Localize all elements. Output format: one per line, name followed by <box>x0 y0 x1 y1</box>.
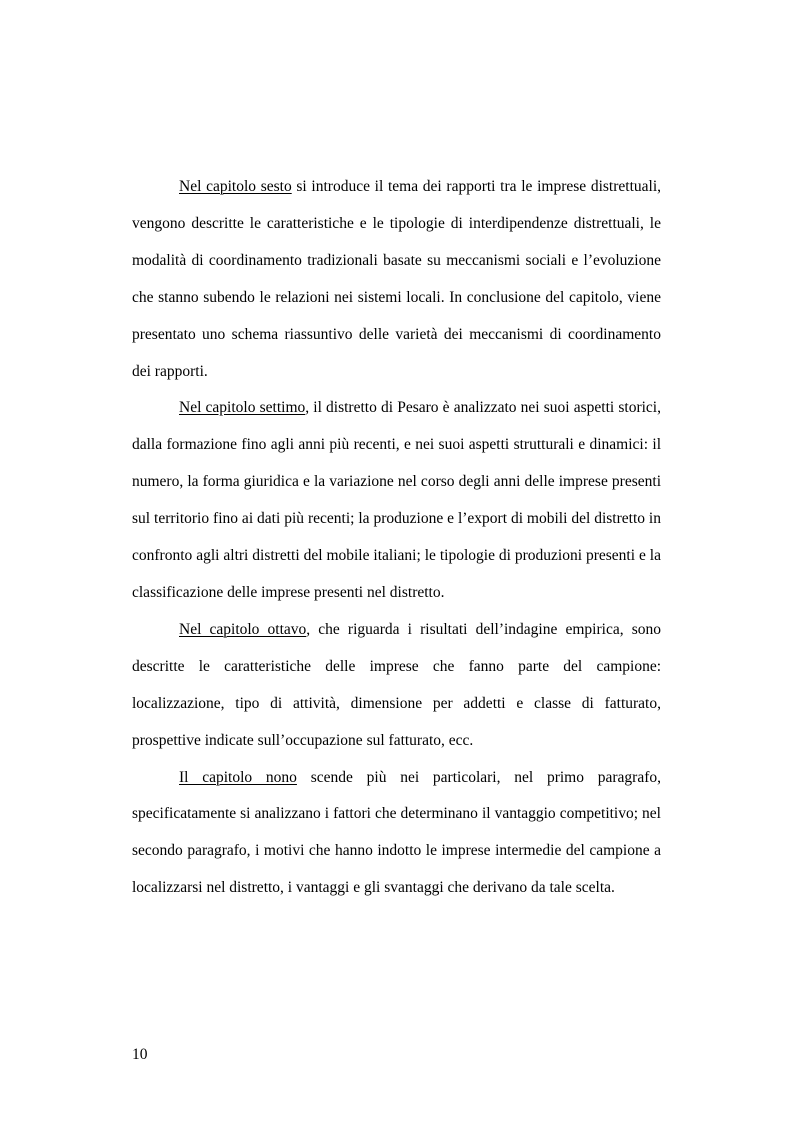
paragraph-text: si introduce il tema dei rapporti tra le imprese distrettuali, vengono descritte le caratteristiche e le tipologie di interdipendenze distrettuali, le modalità di coordinamento tradizionali basate su meccanismi sociali e l’evoluzione che stanno subendo le relazioni nei sistemi locali. In conclusione del capitolo, viene presentato uno schema riassuntivo delle varietà dei meccanismi di coordinamento dei rapporti. <box>132 178 662 380</box>
paragraph-text: , che riguarda i risultati dell’indagine empirica, sono descritte le caratteristiche delle imprese che fanno parte del campione: localizzazione, tipo di attività, dimensione per addetti e classe di fatturato, prospettive indicate sull’occupazione sul fatturato, ecc. <box>132 620 661 749</box>
document-body <box>132 169 661 907</box>
chapter-six-heading: Nel capitolo sesto <box>179 178 292 195</box>
paragraph-chapter-six <box>132 169 661 390</box>
paragraph-text: , il distretto di Pesaro è analizzato nei suoi aspetti storici, dalla formazione fino agli anni più recenti, e nei suoi aspetti strutturali e dinamici: il numero, la forma giuridica e la variazione nel corso degli anni delle imprese presenti sul territorio fino ai dati più recenti; la produzione e l’export di mobili del distretto in confronto agli altri distretti del mobile italiani; le tipologie di produzioni presenti e la classificazione delle imprese presenti nel distretto. <box>132 399 661 601</box>
paragraph-text: scende più nei particolari, nel primo paragrafo, specificatamente si analizzano i fattori che determinano il vantaggio competitivo; nel secondo paragrafo, i motivi che hanno indotto le imprese intermedie del campione a localizzarsi nel distretto, i vantaggi e gli svantaggi che derivano da tale scelta. <box>132 768 661 897</box>
chapter-eight-heading: Nel capitolo ottavo <box>179 620 307 638</box>
paragraph-chapter-nine <box>132 760 661 908</box>
chapter-nine-heading: Il capitolo nono <box>179 768 297 786</box>
chapter-seven-heading: Nel capitolo settimo <box>179 399 306 417</box>
page-number: 10 <box>132 1046 148 1063</box>
paragraph-chapter-eight <box>132 612 661 760</box>
paragraph-chapter-seven <box>132 390 661 611</box>
